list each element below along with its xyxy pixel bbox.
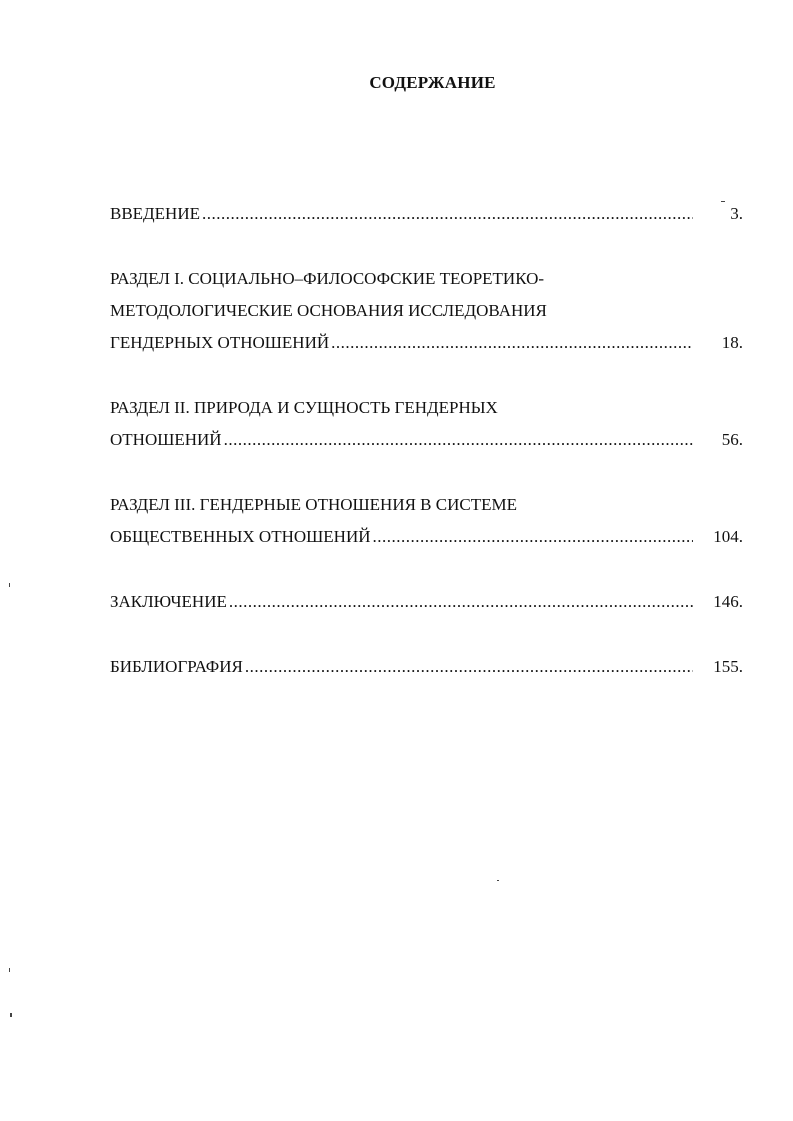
toc-page-number: 155. [713, 657, 743, 676]
toc-entry-label: ЗАКЛЮЧЕНИЕ [110, 592, 227, 611]
toc-entry-section-2[interactable] [110, 392, 743, 456]
toc-entry-conclusion[interactable] [110, 586, 743, 618]
dot-leader [229, 586, 693, 618]
scan-speck [497, 880, 499, 881]
toc-entry-label: ВВЕДЕНИЕ [110, 204, 200, 223]
dot-leader [202, 198, 693, 230]
dot-leader [373, 521, 693, 553]
toc-entry-label: БИБЛИОГРАФИЯ [110, 657, 243, 676]
dot-leader [331, 327, 693, 359]
scan-speck [9, 968, 10, 972]
scan-speck [10, 1013, 12, 1017]
toc-entry-section-1[interactable] [110, 263, 743, 359]
toc-page-number: 18. [721, 333, 743, 352]
toc-entry-line: МЕТОДОЛОГИЧЕСКИЕ ОСНОВАНИЯ ИССЛЕДОВАНИЯ [110, 301, 547, 320]
dot-leader [224, 424, 693, 456]
scan-speck [721, 201, 725, 202]
toc-entry-bibliography[interactable] [110, 651, 743, 683]
toc-entry-label: ОБЩЕСТВЕННЫХ ОТНОШЕНИЙ [110, 527, 371, 546]
toc-page-number: 104. [713, 527, 743, 546]
dot-leader [245, 651, 693, 683]
toc-page-number: 146. [713, 592, 743, 611]
toc-entry-line: РАЗДЕЛ II. ПРИРОДА И СУЩНОСТЬ ГЕНДЕРНЫХ [110, 398, 498, 417]
toc-entry-line: РАЗДЕЛ III. ГЕНДЕРНЫЕ ОТНОШЕНИЯ В СИСТЕМЕ [110, 495, 517, 514]
page-title: СОДЕРЖАНИЕ [369, 73, 496, 92]
toc-page-number: 56. [721, 430, 743, 449]
toc-page-number: 3. [730, 204, 743, 223]
toc-entry-label: ГЕНДЕРНЫХ ОТНОШЕНИЙ [110, 333, 330, 352]
toc-entry-introduction[interactable] [110, 198, 743, 230]
table-of-contents [110, 198, 743, 683]
toc-entry-section-3[interactable] [110, 489, 743, 553]
toc-entry-label: ОТНОШЕНИЙ [110, 430, 222, 449]
toc-entry-line: РАЗДЕЛ I. СОЦИАЛЬНО–ФИЛОСОФСКИЕ ТЕОРЕТИКО- [110, 269, 545, 288]
scan-speck [9, 583, 10, 587]
